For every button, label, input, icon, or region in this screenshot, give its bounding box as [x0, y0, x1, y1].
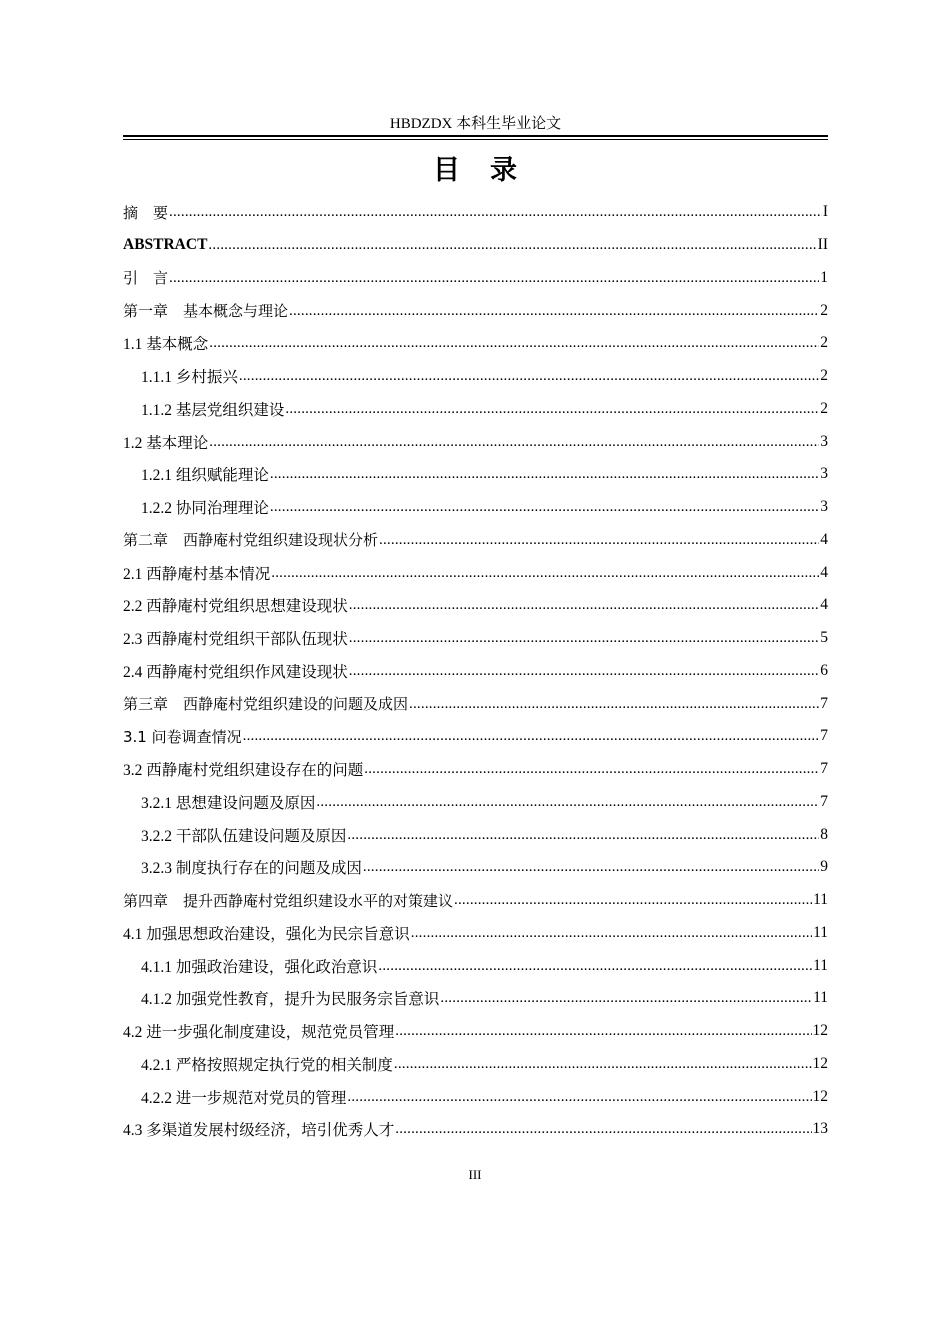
toc-leader-dots: [395, 1119, 811, 1139]
toc-entry-title: 1.2.2 协同治理理论: [141, 500, 269, 518]
toc-entry[interactable]: [123, 556, 828, 589]
toc-entry-page: 12: [812, 1054, 828, 1072]
toc-entry-page: 3: [820, 465, 828, 483]
toc-leader-dots: [239, 366, 819, 386]
toc-entry-page: 7: [820, 792, 828, 810]
toc-entry-page: 4: [820, 530, 828, 548]
toc-leader-dots: [440, 988, 812, 1008]
toc-entry-page: 13: [812, 1120, 828, 1138]
toc-leader-dots: [169, 202, 822, 222]
toc-entry[interactable]: [123, 622, 828, 655]
toc-leader-dots: [270, 464, 819, 484]
toc-entry[interactable]: [123, 1048, 828, 1081]
toc-leader-dots: [243, 726, 820, 746]
toc-entry-page: 3: [820, 498, 828, 516]
toc-entry[interactable]: [123, 262, 828, 295]
page-number: III: [468, 1167, 482, 1182]
toc-entry-page: 12: [812, 1087, 828, 1105]
toc-entry[interactable]: [123, 851, 828, 884]
toc-leader-dots: [349, 628, 819, 648]
toc-entry-title: 4.2.1 严格按照规定执行党的相关制度: [141, 1056, 393, 1074]
toc-entry-title: 4.1 加强思想政治建设，强化为民宗旨意识: [123, 925, 410, 943]
toc-entry-title: 2.2 西静庵村党组织思想建设现状: [123, 598, 348, 616]
toc-entry-page: 1: [820, 268, 828, 286]
toc-entry-page: 6: [820, 661, 828, 679]
toc-entry-page: 11: [813, 923, 828, 941]
toc-entry-title: 4.3 多渠道发展村级经济，培引优秀人才: [123, 1122, 395, 1140]
toc-entry-page: 5: [820, 629, 828, 647]
toc-leader-dots: [270, 497, 819, 517]
toc-entry[interactable]: [123, 917, 828, 950]
toc-entry-page: I: [822, 203, 828, 221]
toc-entry-page: 2: [820, 367, 828, 385]
toc-entry[interactable]: [123, 294, 828, 327]
toc-entry-title: 1.1 基本概念: [123, 336, 209, 354]
toc-leader-dots: [409, 694, 819, 714]
toc-entry-page: 11: [813, 989, 828, 1007]
toc-leader-dots: [379, 530, 819, 550]
toc-entry-title: 2.4 西静庵村党组织作风建设现状: [123, 663, 348, 681]
toc-leader-dots: [347, 825, 819, 845]
toc-entry-page: 12: [812, 1022, 828, 1040]
toc-entry-title: 3.2.2 干部队伍建设问题及原因: [141, 827, 347, 845]
toc-entry[interactable]: [123, 687, 828, 720]
toc-entry[interactable]: [123, 524, 828, 557]
toc-entry-page: 7: [820, 760, 828, 778]
toc-entry[interactable]: [123, 884, 828, 917]
toc-entry[interactable]: [123, 458, 828, 491]
running-header: HBDZDX 本科生毕业论文: [389, 116, 562, 132]
toc-entry-title: 1.2 基本理论: [123, 434, 209, 452]
toc-leader-dots: [285, 399, 819, 419]
toc-entry-page: 4: [820, 596, 828, 614]
header-rule-thin: [123, 139, 828, 140]
toc-entry-title: 2.1 西静庵村基本情况: [123, 565, 271, 583]
toc-leader-dots: [347, 1087, 811, 1107]
toc-leader-dots: [411, 923, 812, 943]
toc-entry-page: 2: [820, 301, 828, 319]
toc-entry[interactable]: [123, 982, 828, 1015]
toc-leader-dots: [454, 890, 812, 910]
toc-leader-dots: [209, 432, 819, 452]
toc-leader-dots: [349, 661, 819, 681]
toc-entry-title: 第三章 西静庵村党组织建设的问题及成因: [123, 695, 409, 714]
toc-entry-title: 3.2.1 思想建设问题及原因: [141, 794, 316, 812]
toc-entry[interactable]: [123, 360, 828, 393]
page-title: 目录: [433, 155, 547, 186]
toc-entry-title: 4.1.1 加强政治建设，强化政治意识: [141, 958, 378, 976]
toc-entry-page: 4: [820, 563, 828, 581]
toc-entry[interactable]: [123, 1080, 828, 1113]
toc-entry-title: 1.2.1 组织赋能理论: [141, 467, 269, 485]
toc-entry-title: 第四章 提升西静庵村党组织建设水平的对策建议: [123, 891, 454, 910]
toc-leader-dots: [209, 333, 819, 353]
toc-entry[interactable]: [123, 196, 828, 229]
toc-leader-dots: [349, 595, 819, 615]
toc-entry-title: ABSTRACT: [123, 236, 208, 254]
toc-entry[interactable]: [123, 720, 828, 753]
toc-entry-title: 3.1 问卷调查情况: [123, 727, 242, 746]
toc-entry-page: 3: [820, 432, 828, 450]
toc-entry[interactable]: [123, 655, 828, 688]
toc-entry[interactable]: [123, 229, 828, 262]
toc-leader-dots: [316, 792, 819, 812]
toc-leader-dots: [364, 759, 819, 779]
toc-entry-page: 11: [813, 891, 828, 909]
table-of-contents: [123, 196, 828, 1146]
toc-leader-dots: [169, 268, 819, 288]
toc-entry-title: 摘 要: [123, 203, 169, 222]
toc-entry-title: 引 言: [123, 269, 169, 288]
toc-entry[interactable]: [123, 786, 828, 819]
toc-entry[interactable]: [123, 1113, 828, 1146]
toc-entry-title: 3.2.3 制度执行存在的问题及成因: [141, 860, 362, 878]
toc-entry[interactable]: [123, 425, 828, 458]
toc-leader-dots: [208, 235, 816, 255]
toc-entry-title: 3.2 西静庵村党组织建设存在的问题: [123, 762, 364, 780]
toc-leader-dots: [271, 563, 819, 583]
toc-entry-page: 7: [820, 727, 828, 745]
toc-entry-title: 1.1.2 基层党组织建设: [141, 401, 285, 419]
toc-leader-dots: [363, 857, 819, 877]
toc-leader-dots: [378, 956, 812, 976]
toc-leader-dots: [395, 1021, 811, 1041]
toc-entry[interactable]: [123, 818, 828, 851]
toc-entry-title: 第二章 西静庵村党组织建设现状分析: [123, 531, 379, 550]
toc-entry[interactable]: [123, 1015, 828, 1048]
toc-entry-title: 1.1.1 乡村振兴: [141, 369, 238, 387]
toc-entry[interactable]: [123, 491, 828, 524]
toc-entry-title: 4.2 进一步强化制度建设，规范党员管理: [123, 1024, 395, 1042]
toc-entry-page: 2: [820, 399, 828, 417]
toc-entry-page: 2: [820, 334, 828, 352]
toc-leader-dots: [289, 301, 819, 321]
toc-entry-page: 7: [820, 694, 828, 712]
toc-entry-page: 9: [820, 858, 828, 876]
toc-entry[interactable]: [123, 753, 828, 786]
toc-entry[interactable]: [123, 393, 828, 426]
toc-entry[interactable]: [123, 327, 828, 360]
toc-entry-title: 第一章 基本概念与理论: [123, 302, 289, 321]
header-rule-thick: [123, 135, 828, 137]
toc-entry-page: II: [817, 236, 828, 254]
toc-entry-title: 4.2.2 进一步规范对党员的管理: [141, 1089, 347, 1107]
toc-entry-title: 2.3 西静庵村党组织干部队伍现状: [123, 631, 348, 649]
toc-entry[interactable]: [123, 949, 828, 982]
toc-entry-page: 8: [820, 825, 828, 843]
toc-entry-title: 4.1.2 加强党性教育，提升为民服务宗旨意识: [141, 991, 440, 1009]
toc-leader-dots: [394, 1054, 812, 1074]
toc-entry[interactable]: [123, 589, 828, 622]
toc-entry-page: 11: [813, 956, 828, 974]
